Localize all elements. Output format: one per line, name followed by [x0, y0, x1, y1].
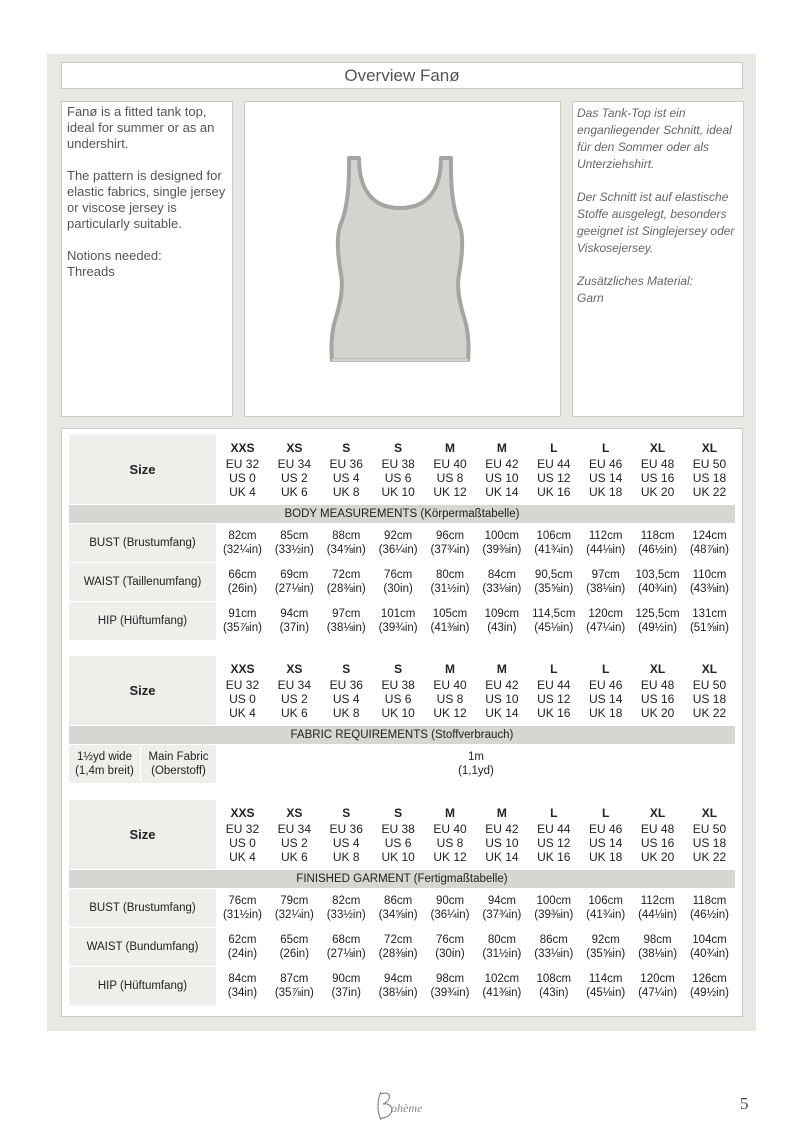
size-column: L EU 46 US 14 UK 18 [580, 656, 632, 726]
measurement-label: BUST (Brustumfang) [69, 889, 217, 928]
size-column: M EU 40 US 8 UK 12 [424, 656, 476, 726]
size-column: XXS EU 32 US 0 UK 4 [217, 435, 269, 505]
measurement-label: WAIST (Taillenumfang) [69, 563, 217, 602]
measurement-value: 76cm (30in) [372, 563, 424, 602]
measurement-value: 85cm (33½in) [268, 524, 320, 563]
measurement-value: 80cm (31½in) [476, 928, 528, 967]
measurement-value: 110cm (43⅜in) [684, 563, 736, 602]
description-en-notions: Notions needed: Threads [67, 248, 162, 279]
svg-text:ohème: ohème [391, 1101, 423, 1115]
measurement-value: 94cm (37¾in) [476, 889, 528, 928]
measurement-value: 87cm (35⅞in) [268, 967, 320, 1006]
size-column: S EU 36 US 4 UK 8 [320, 656, 372, 726]
tank-top-illustration-panel [244, 101, 561, 417]
size-column: XL EU 48 US 16 UK 20 [632, 435, 684, 505]
measurement-value: 112cm (44⅛in) [632, 889, 684, 928]
size-column: S EU 36 US 4 UK 8 [320, 800, 372, 870]
measurement-value: 80cm (31½in) [424, 563, 476, 602]
fabric-width: 1½yd wide (1,4m breit) [69, 745, 141, 784]
measurement-value: 105cm (41⅜in) [424, 602, 476, 641]
size-column: L EU 46 US 14 UK 18 [580, 800, 632, 870]
measurement-value: 120cm (47¼in) [580, 602, 632, 641]
measurement-value: 126cm (49½in) [684, 967, 736, 1006]
measurement-value: 91cm (35⅞in) [217, 602, 269, 641]
measurement-value: 103,5cm (40¾in) [632, 563, 684, 602]
fabric-amount: 1m (1,1yd) [217, 745, 736, 784]
measurement-value: 88cm (34⅝in) [320, 524, 372, 563]
measurement-value: 108cm (43in) [528, 967, 580, 1006]
description-de-paragraph: Der Schnitt ist auf elastische Stoffe ausgelegt, besonders geeignet ist Singlejersey oder Viskosejersey. [577, 190, 735, 255]
measurement-value: 125,5cm (49½in) [632, 602, 684, 641]
table-row [69, 745, 736, 784]
measurement-value: 131cm (51⅝in) [684, 602, 736, 641]
page-number: 5 [740, 1094, 749, 1113]
table-row [69, 563, 736, 602]
measurement-label: WAIST (Bundumfang) [69, 928, 217, 967]
size-column: L EU 44 US 12 UK 16 [528, 656, 580, 726]
measurement-label: HIP (Hüftumfang) [69, 602, 217, 641]
description-english [61, 101, 233, 417]
size-column: XXS EU 32 US 0 UK 4 [217, 800, 269, 870]
size-column: XL EU 50 US 18 UK 22 [684, 800, 736, 870]
measurement-value: 66cm (26in) [217, 563, 269, 602]
measurement-value: 92cm (35⅝in) [580, 928, 632, 967]
measurement-value: 94cm (37in) [268, 602, 320, 641]
measurement-value: 97cm (38⅛in) [580, 563, 632, 602]
section-heading: FINISHED GARMENT (Fertigmaßtabelle) [69, 870, 736, 889]
fabric-requirements-table [68, 655, 736, 784]
size-column: S EU 38 US 6 UK 10 [372, 800, 424, 870]
measurement-value: 118cm (46½in) [684, 889, 736, 928]
size-column: S EU 38 US 6 UK 10 [372, 656, 424, 726]
section-heading: BODY MEASUREMENTS (Körpermaßtabelle) [69, 505, 736, 524]
description-german [572, 101, 744, 417]
measurement-value: 120cm (47¼in) [632, 967, 684, 1006]
measurement-value: 69cm (27⅛in) [268, 563, 320, 602]
measurement-value: 100cm (39⅜in) [476, 524, 528, 563]
measurement-value: 114,5cm (45⅛in) [528, 602, 580, 641]
size-header: Size [69, 656, 217, 726]
size-column: XL EU 48 US 16 UK 20 [632, 656, 684, 726]
measurement-value: 100cm (39⅜in) [528, 889, 580, 928]
size-header: Size [69, 800, 217, 870]
measurement-value: 102cm (41⅜in) [476, 967, 528, 1006]
size-column: L EU 44 US 12 UK 16 [528, 435, 580, 505]
measurement-value: 72cm (28⅜in) [372, 928, 424, 967]
measurement-value: 65cm (26in) [268, 928, 320, 967]
description-de-paragraph: Das Tank-Top ist ein enganliegender Schnitt, ideal für den Sommer oder als Unterziehshirt. [577, 106, 732, 171]
table-row [69, 967, 736, 1006]
measurement-value: 68cm (27⅛in) [320, 928, 372, 967]
description-de-notions: Zusätzliches Material: Garn [577, 274, 694, 305]
measurement-value: 106cm (41¾in) [580, 889, 632, 928]
measurement-value: 98cm (38⅛in) [632, 928, 684, 967]
measurement-value: 101cm (39¾in) [372, 602, 424, 641]
measurement-value: 72cm (28⅜in) [320, 563, 372, 602]
size-column: S EU 36 US 4 UK 8 [320, 435, 372, 505]
measurement-value: 124cm (48⅞in) [684, 524, 736, 563]
body-measurements-table [68, 434, 736, 641]
description-en-paragraph: The pattern is designed for elastic fabrics, single jersey or viscose jersey is particularly suitable. [67, 168, 226, 231]
measurement-value: 97cm (38⅛in) [320, 602, 372, 641]
table-row [69, 602, 736, 641]
measurement-value: 114cm (45⅛in) [580, 967, 632, 1006]
description-en-paragraph: Fanø is a fitted tank top, ideal for summer or as an undershirt. [67, 104, 215, 151]
measurement-value: 82cm (32¼in) [217, 524, 269, 563]
measurement-value: 90,5cm (35⅝in) [528, 563, 580, 602]
size-column: M EU 42 US 10 UK 14 [476, 435, 528, 505]
table-row [69, 928, 736, 967]
measurement-value: 106cm (41¾in) [528, 524, 580, 563]
section-heading: FABRIC REQUIREMENTS (Stoffverbrauch) [69, 726, 736, 745]
fabric-type: Main Fabric (Oberstoff) [141, 745, 217, 784]
measurement-value: 86cm (33⅛in) [528, 928, 580, 967]
measurement-value: 94cm (38⅛in) [372, 967, 424, 1006]
measurement-value: 90cm (37in) [320, 967, 372, 1006]
size-column: M EU 40 US 8 UK 12 [424, 800, 476, 870]
measurement-value: 98cm (39¾in) [424, 967, 476, 1006]
size-column: M EU 42 US 10 UK 14 [476, 656, 528, 726]
tank-top-illustration [245, 102, 560, 416]
measurement-value: 79cm (32¼in) [268, 889, 320, 928]
finished-garment-table [68, 799, 736, 1006]
measurement-value: 76cm (30in) [424, 928, 476, 967]
measurement-label: BUST (Brustumfang) [69, 524, 217, 563]
measurement-value: 86cm (34⅝in) [372, 889, 424, 928]
page-title: Overview Fanø [61, 62, 743, 89]
measurement-value: 84cm (34in) [217, 967, 269, 1006]
size-column: L EU 46 US 14 UK 18 [580, 435, 632, 505]
measurement-value: 76cm (31½in) [217, 889, 269, 928]
measurement-value: 96cm (37¾in) [424, 524, 476, 563]
boheme-logo [371, 1086, 437, 1126]
size-column: XXS EU 32 US 0 UK 4 [217, 656, 269, 726]
size-column: XL EU 48 US 16 UK 20 [632, 800, 684, 870]
measurement-value: 84cm (33⅛in) [476, 563, 528, 602]
size-column: XS EU 34 US 2 UK 6 [268, 656, 320, 726]
size-column: M EU 42 US 10 UK 14 [476, 800, 528, 870]
size-column: S EU 38 US 6 UK 10 [372, 435, 424, 505]
table-row [69, 524, 736, 563]
measurement-value: 90cm (36¼in) [424, 889, 476, 928]
measurement-value: 82cm (33½in) [320, 889, 372, 928]
measurement-value: 92cm (36¼in) [372, 524, 424, 563]
measurement-label: HIP (Hüftumfang) [69, 967, 217, 1006]
size-header: Size [69, 435, 217, 505]
table-row [69, 889, 736, 928]
measurement-value: 118cm (46½in) [632, 524, 684, 563]
size-column: XL EU 50 US 18 UK 22 [684, 656, 736, 726]
size-column: XL EU 50 US 18 UK 22 [684, 435, 736, 505]
measurement-value: 62cm (24in) [217, 928, 269, 967]
measurement-value: 112cm (44⅛in) [580, 524, 632, 563]
size-column: M EU 40 US 8 UK 12 [424, 435, 476, 505]
size-column: L EU 44 US 12 UK 16 [528, 800, 580, 870]
measurement-value: 109cm (43in) [476, 602, 528, 641]
size-column: XS EU 34 US 2 UK 6 [268, 435, 320, 505]
size-column: XS EU 34 US 2 UK 6 [268, 800, 320, 870]
measurement-value: 104cm (40¾in) [684, 928, 736, 967]
